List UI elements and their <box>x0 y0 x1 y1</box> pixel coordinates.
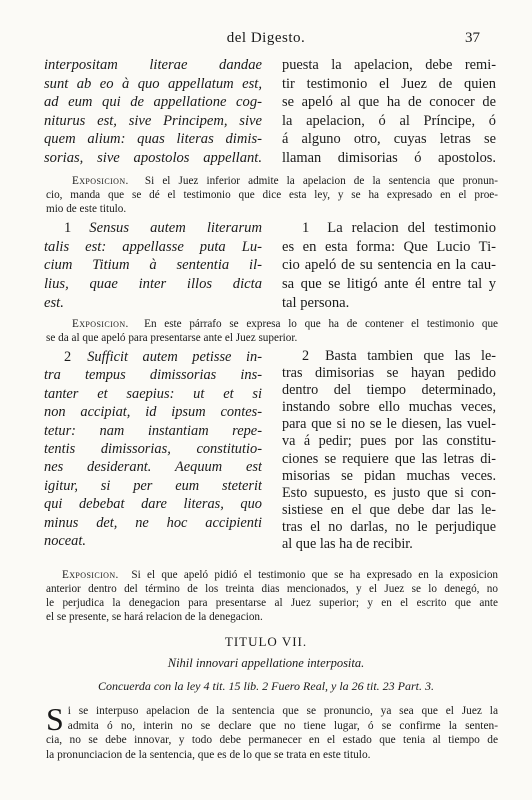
latin-line: ad eum qui de appellatione cog- <box>44 94 262 111</box>
note-text: En este párrafo se expresa lo que ha de contener el testimonio que <box>144 318 498 330</box>
note-label: Exposicion. <box>62 569 119 581</box>
parallel-text-block-3 <box>44 348 496 560</box>
running-title: del Digesto. <box>226 30 306 46</box>
latin-line: tetur: nam instantiam repe- <box>44 422 262 439</box>
spanish-line: sa que se litigó ante él entre tal y <box>282 276 496 293</box>
spanish-column-1 <box>282 56 496 168</box>
parallel-text-block-2 <box>44 219 496 313</box>
note-label: Exposicion. <box>72 175 129 187</box>
latin-line: sorias, sive apostolos appellant. <box>44 149 262 166</box>
latin-line: tentis dimissorias, constitutio- <box>44 441 262 458</box>
title-rubric: Nihil innovari appellatione interposita. <box>167 656 365 670</box>
section-number: 1 <box>64 220 72 236</box>
spanish-line: Esto supuesto, es justo que si con- <box>282 484 496 501</box>
parallel-text-block-1 <box>44 56 496 168</box>
note-line <box>46 317 498 331</box>
note-text: Si el que apeló pidió el testimonio que se ha expresado en la exposicion <box>131 569 498 581</box>
note-line: se da al que apeló para presentarse ante el Juez superior. <box>46 332 298 344</box>
note-line: cio, manda que se dé el testimonio que dice esta ley, y se ha expresado en el proe- <box>46 189 498 201</box>
latin-line: sunt ab eo à quo appellatum est, <box>44 75 262 92</box>
spanish-line: tal persona. <box>282 294 350 311</box>
section-number: 1 <box>302 220 310 236</box>
note-line: mio de este titulo. <box>46 203 127 215</box>
spanish-line: misorias se pidan muchas veces. <box>282 467 496 484</box>
spanish-line: puesta la apelacion, debe remi- <box>282 57 496 73</box>
latin-line: talis est: appellasse puta Lu- <box>44 238 262 255</box>
spanish-line: tir testimonio el Juez de quien <box>282 75 496 92</box>
drop-cap: S <box>46 701 64 737</box>
spanish-line: la apelacion, ó al Príncipe, ó <box>282 112 496 129</box>
spanish-line: se apeló al que ha de conocer de <box>282 94 496 111</box>
spanish-line: al que las ha de recibir. <box>282 536 413 553</box>
latin-line: interpositam literae dandae <box>44 57 262 73</box>
spanish-column-3 <box>282 348 496 553</box>
spanish-line: sistiese en el que debe dar las le- <box>282 501 496 518</box>
section-number: 2 <box>64 349 72 365</box>
spanish-line: llaman dimisorias ó apostolos. <box>282 149 496 166</box>
latin-line: noceat. <box>44 533 86 550</box>
spanish-line: para que si no se le diesen, las vuel- <box>282 416 496 433</box>
spanish-line: á alguno otro, cuyas letras se <box>282 131 496 148</box>
latin-text: Sufficit autem petisse in- <box>87 349 262 365</box>
spanish-line: instando sobre ello muchas veces, <box>282 399 496 416</box>
latin-text: Sensus autem literarum <box>89 220 262 236</box>
note-line: el se presente, se hará relacion de la denegacion. <box>46 611 263 623</box>
exposicion-note-2 <box>46 317 498 345</box>
spanish-line: va á pedir; pues por las constitu- <box>282 433 496 450</box>
latin-column-1 <box>44 56 262 168</box>
paragraph-line: admita ó no, interin no se declare que no tiene lugar, ó se confirme la senten- <box>67 719 498 732</box>
note-text: Si el Juez inferior admite la apelacion de la sentencia que pronun- <box>144 175 498 187</box>
note-line <box>46 568 498 582</box>
title-heading: TITULO VII. <box>224 634 308 649</box>
spanish-text: La relacion del testimonio <box>327 220 496 236</box>
latin-line <box>44 219 262 238</box>
spanish-line <box>282 219 496 238</box>
note-line <box>46 174 498 188</box>
spanish-line: dentro del tiempo determinado, <box>282 382 496 399</box>
latin-line: tra tempus dimissorias ins- <box>44 367 262 384</box>
latin-column-3 <box>44 348 262 550</box>
spanish-line: ciones se requiere que las letras di- <box>282 450 496 467</box>
paragraph-line: cia, no se debe innovar, y todo debe permanecer en el estado que tenia al tiempo de <box>46 734 498 746</box>
spanish-line: cio apeló de su sentencia en la cau- <box>282 257 496 274</box>
spanish-line: tras dimisorias se hayan pedido <box>282 365 496 382</box>
paragraph-line: la pronunciacion de la sentencia, que es de lo que se trata en este titulo. <box>46 748 371 761</box>
paragraph-line: i se interpuso apelacion de la sentencia que se pronuncio, ya sea que el Juez la <box>67 705 498 717</box>
spanish-line <box>282 348 496 365</box>
latin-line: qui debebat dare literas, quo <box>44 496 262 513</box>
latin-line: igitur, si per eum steterit <box>44 477 262 494</box>
latin-line: est. <box>44 294 64 311</box>
concordance-line: Concuerda con la ley 4 tit. 15 lib. 2 Fuero Real, y la 26 tit. 23 Part. 3. <box>97 679 435 693</box>
spanish-line: es en esta forma: Que Lucio Ti- <box>282 238 496 255</box>
running-head <box>0 30 532 52</box>
spanish-line: tras el no darlas, no le perjudique <box>282 518 496 535</box>
latin-column-2 <box>44 219 262 313</box>
latin-line <box>44 348 262 366</box>
latin-line: niturus est, sive Principem, sive <box>44 112 262 129</box>
latin-line: lius, quae inter illos dicta <box>44 276 262 293</box>
spanish-text: Basta tambien que las le- <box>325 348 496 364</box>
note-line: le perjudica la denegacion para presentarse al Juez superior; y en el escrito que ante <box>46 597 498 609</box>
exposicion-note-3 <box>46 568 498 624</box>
page-number: 37 <box>465 30 480 46</box>
note-line: anterior dentro del término de los treinta dias mencionados, y el Juez se lo denegó, no <box>46 583 498 595</box>
latin-line: non accipiat, id ipsum contes- <box>44 404 262 421</box>
final-paragraph <box>46 701 498 762</box>
section-number: 2 <box>302 348 310 364</box>
note-label: Exposicion. <box>72 318 129 330</box>
latin-line: tanter et saepius: ut et si <box>44 385 262 402</box>
latin-line: cium Titium à sententia il- <box>44 257 262 274</box>
spanish-column-2 <box>282 219 496 313</box>
latin-line: minus det, ne hoc accipienti <box>44 514 262 531</box>
latin-line: quem alium: quas literas dimis- <box>44 131 262 148</box>
exposicion-note-1 <box>46 174 498 216</box>
latin-line: nes desiderant. Aequum est <box>44 459 262 476</box>
